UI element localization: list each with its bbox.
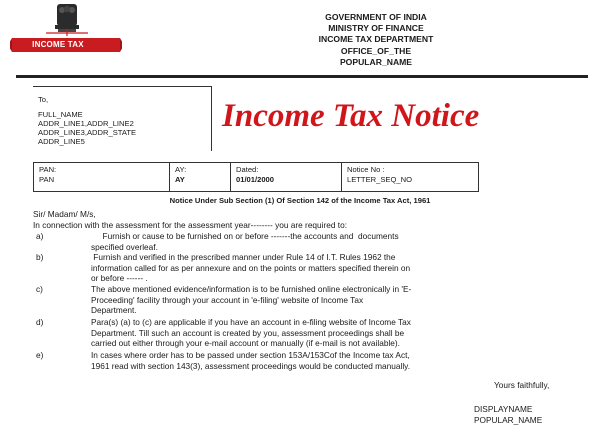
closing-popular-name: POPULAR_NAME [474, 415, 543, 425]
list-item-line: Proceeding' facility through your account in 'e-filing' website of Income Tax [91, 294, 364, 305]
list-item-line: or before ------ . [91, 273, 148, 283]
notice-title: Income Tax Notice [222, 98, 480, 134]
header-ministry: MINISTRY OF FINANCE [328, 23, 424, 33]
item-marker: d) [36, 317, 44, 327]
item-marker: b) [36, 252, 44, 262]
ay-label: AY: [175, 165, 187, 174]
address-line: ADDR_LINE1,ADDR_LINE2 [38, 119, 134, 128]
header-department: INCOME TAX DEPARTMENT [318, 34, 434, 44]
list-item-line: Furnish and verified in the prescribed manner under Rule 14 of I.T. Rules 1962 the [91, 252, 396, 262]
closing-yours-faithfully: Yours faithfully, [494, 380, 550, 390]
address-line: FULL_NAME [38, 110, 83, 119]
header-divider [16, 75, 588, 78]
list-item-line: Furnish or cause to be furnished on or before -------the accounts and documents [91, 231, 399, 241]
pan-label: PAN: [39, 165, 57, 174]
ay-cell [170, 163, 231, 191]
list-item-line: information called for as per annexure and on the points or matters specified therein on [91, 262, 411, 273]
header-government: GOVERNMENT OF INDIA [325, 12, 427, 22]
info-table [33, 162, 479, 192]
item-marker: a) [36, 231, 44, 241]
notice-no-value: LETTER_SEQ_NO [347, 175, 412, 184]
list-item-line: Department. [91, 305, 137, 315]
address-line: ADDR_LINE5 [38, 137, 85, 146]
list-item-line: carried out either through your e-mail account or manually (if e-mail is not available). [91, 338, 400, 348]
header-office: OFFICE_OF_THE [340, 46, 412, 56]
address-to: To, [38, 95, 49, 104]
list-item-line: The above mentioned evidence/information is to be furnished online electronically in 'E- [91, 284, 412, 294]
list-item-line: Para(s) (a) to (c) are applicable if you have an account in e-filing website of Income Tax [91, 317, 411, 327]
dated-cell [231, 163, 342, 191]
address-line: ADDR_LINE3,ADDR_STATE [38, 128, 137, 137]
list-item [91, 252, 410, 284]
closing-display-name: DISPLAYNAME [474, 404, 533, 414]
salutation: Sir/ Madam/ M/s, [33, 209, 96, 219]
pan-value: PAN [39, 175, 55, 184]
list-item-line: In cases where order has to be passed under section 153A/153Cof the Income tax Act, [91, 350, 410, 360]
list-item-line: 1961 read with section 143(3), assessment proceedings would be conducted manually. [91, 360, 411, 371]
dated-label: Dated: [236, 165, 259, 174]
notice-no-cell [342, 163, 478, 191]
logo-label: INCOME TAX DEPARTMENT [29, 40, 87, 63]
ay-value: AY [175, 175, 185, 184]
list-item [91, 317, 411, 349]
intro-text: In connection with the assessment for the assessment year-------- you are required to: [33, 220, 348, 230]
item-marker: c) [36, 284, 43, 294]
scale-icon [46, 29, 88, 36]
notice-no-label: Notice No : [347, 165, 385, 174]
header-popular-name: POPULAR_NAME [339, 57, 413, 67]
section-heading: Notice Under Sub Section (1) Of Section 142 of the Income Tax Act, 1961 [169, 196, 431, 205]
list-item [91, 231, 399, 252]
list-item-line: Department. Till such an account is created by you, assessment proceedings shall be [91, 327, 405, 338]
list-item [91, 284, 411, 316]
ashoka-emblem-icon [55, 4, 79, 32]
dated-value: 01/01/2000 [236, 175, 275, 184]
item-marker: e) [36, 350, 44, 360]
list-item-line: specified overleaf. [91, 241, 158, 252]
pan-cell [34, 163, 170, 191]
list-item [91, 350, 410, 371]
